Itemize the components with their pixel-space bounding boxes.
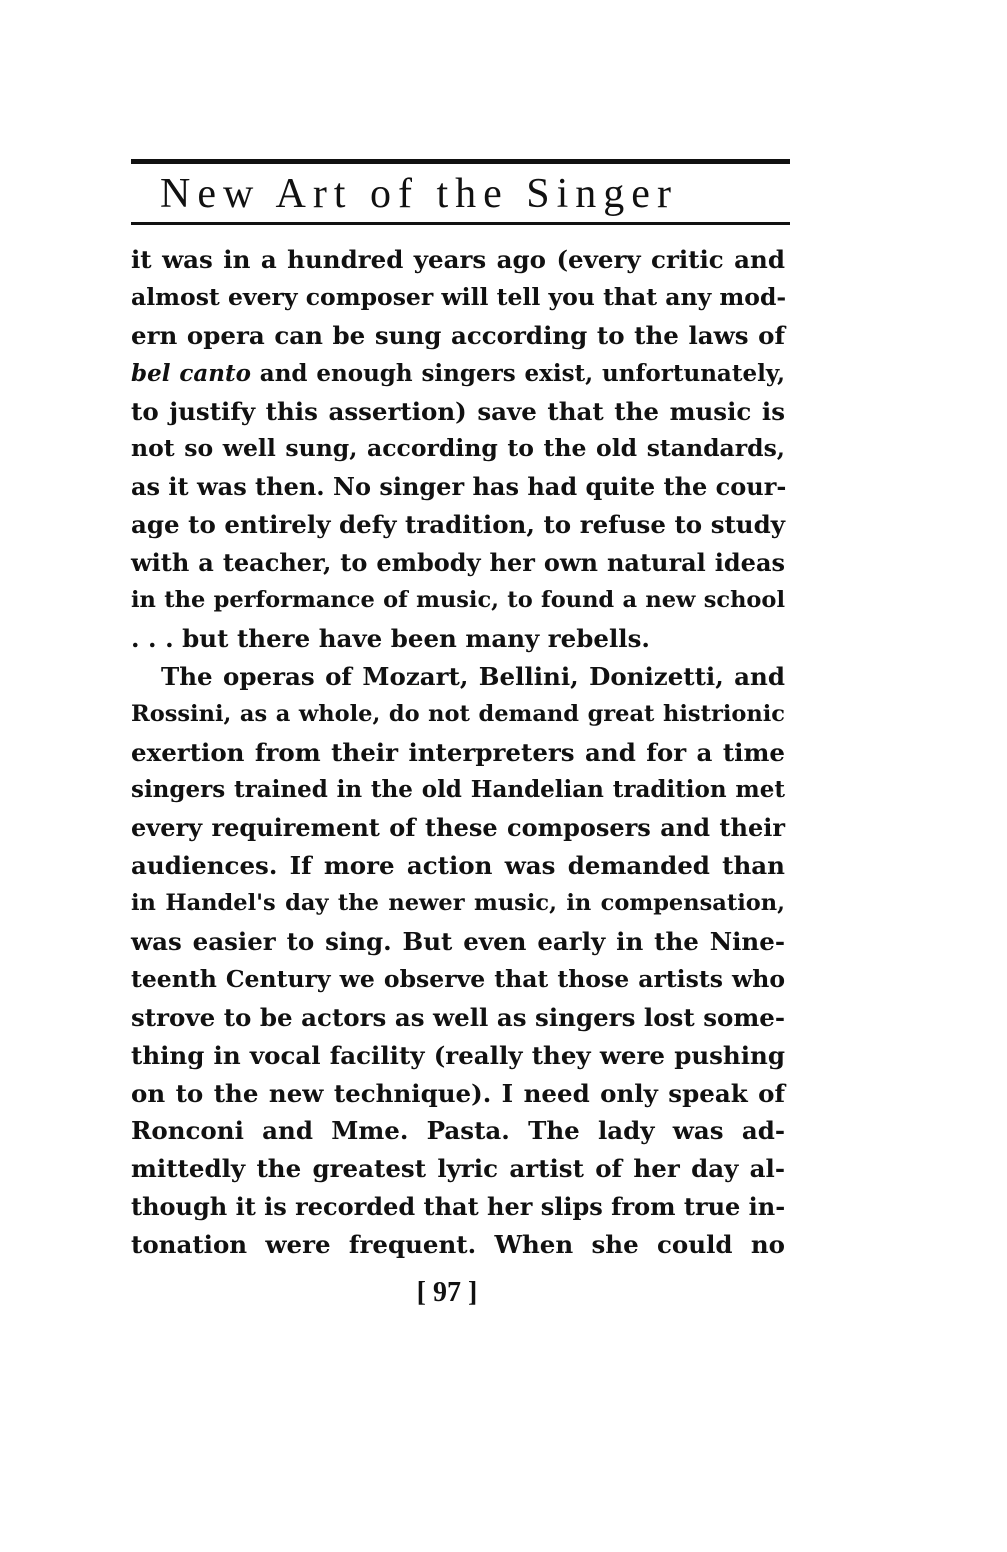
text-line: in the performance of music, to found a new school	[131, 587, 785, 614]
text-line: though it is recorded that her slips from true in-	[131, 1192, 786, 1222]
paragraph-end-line: . . . but there have been many rebells.	[131, 623, 650, 653]
text-line: mittedly the greatest lyric artist of her day al-	[131, 1154, 785, 1184]
text-line: Rossini, as a whole, do not demand great histrionic	[131, 700, 785, 727]
text-line: thing in vocal facility (really they were pushing	[131, 1040, 785, 1070]
text-line: teenth Century we observe that those artists who	[131, 964, 785, 993]
text-line: Ronconi and Mme. Pasta. The lady was ad-	[131, 1116, 785, 1146]
text-line: on to the new technique). I need only speak of	[131, 1078, 785, 1108]
text-line: ern opera can be sung according to the laws of	[131, 320, 785, 350]
text-line: it was in a hundred years ago (every critic and	[131, 245, 785, 274]
text-line: in Handel's day the newer music, in compensation,	[131, 890, 785, 917]
text-line: almost every composer will tell you that any mod-	[131, 282, 787, 311]
paragraph-start-line: The operas of Mozart, Bellini, Donizetti, and	[161, 661, 785, 691]
text-line: with a teacher, to embody her own natural ideas	[131, 548, 785, 578]
text-line: age to entirely defy tradition, to refuse to study	[131, 510, 785, 540]
text-line: exertion from their interpreters and for a time	[131, 737, 785, 767]
text-line: audiences. If more action was demanded than	[131, 851, 785, 881]
text-line: was easier to sing. But even early in the Nine-	[131, 927, 785, 957]
text-line: every requirement of these composers and their	[131, 813, 785, 843]
italic-phrase: bel canto	[131, 359, 251, 387]
text-line: as it was then. No singer has had quite the cour-	[131, 472, 787, 502]
text-line: bel canto and enough singers exist, unfortunately,	[131, 359, 785, 387]
page-number: [ 97 ]	[416, 1277, 478, 1308]
text-line: not so well sung, according to the old standards,	[131, 434, 785, 463]
text-line: strove to be actors as well as singers lost some-	[131, 1002, 786, 1032]
header-rule-bottom	[131, 222, 790, 225]
text-line: to justify this assertion) save that the music is	[131, 396, 785, 426]
body-text	[131, 241, 785, 1264]
running-title: New Art of the Singer	[160, 171, 678, 217]
text-line: singers trained in the old Handelian tradition met	[131, 776, 785, 804]
text-line: tonation were frequent. When she could no	[131, 1230, 785, 1260]
header-rule-top	[131, 159, 790, 164]
